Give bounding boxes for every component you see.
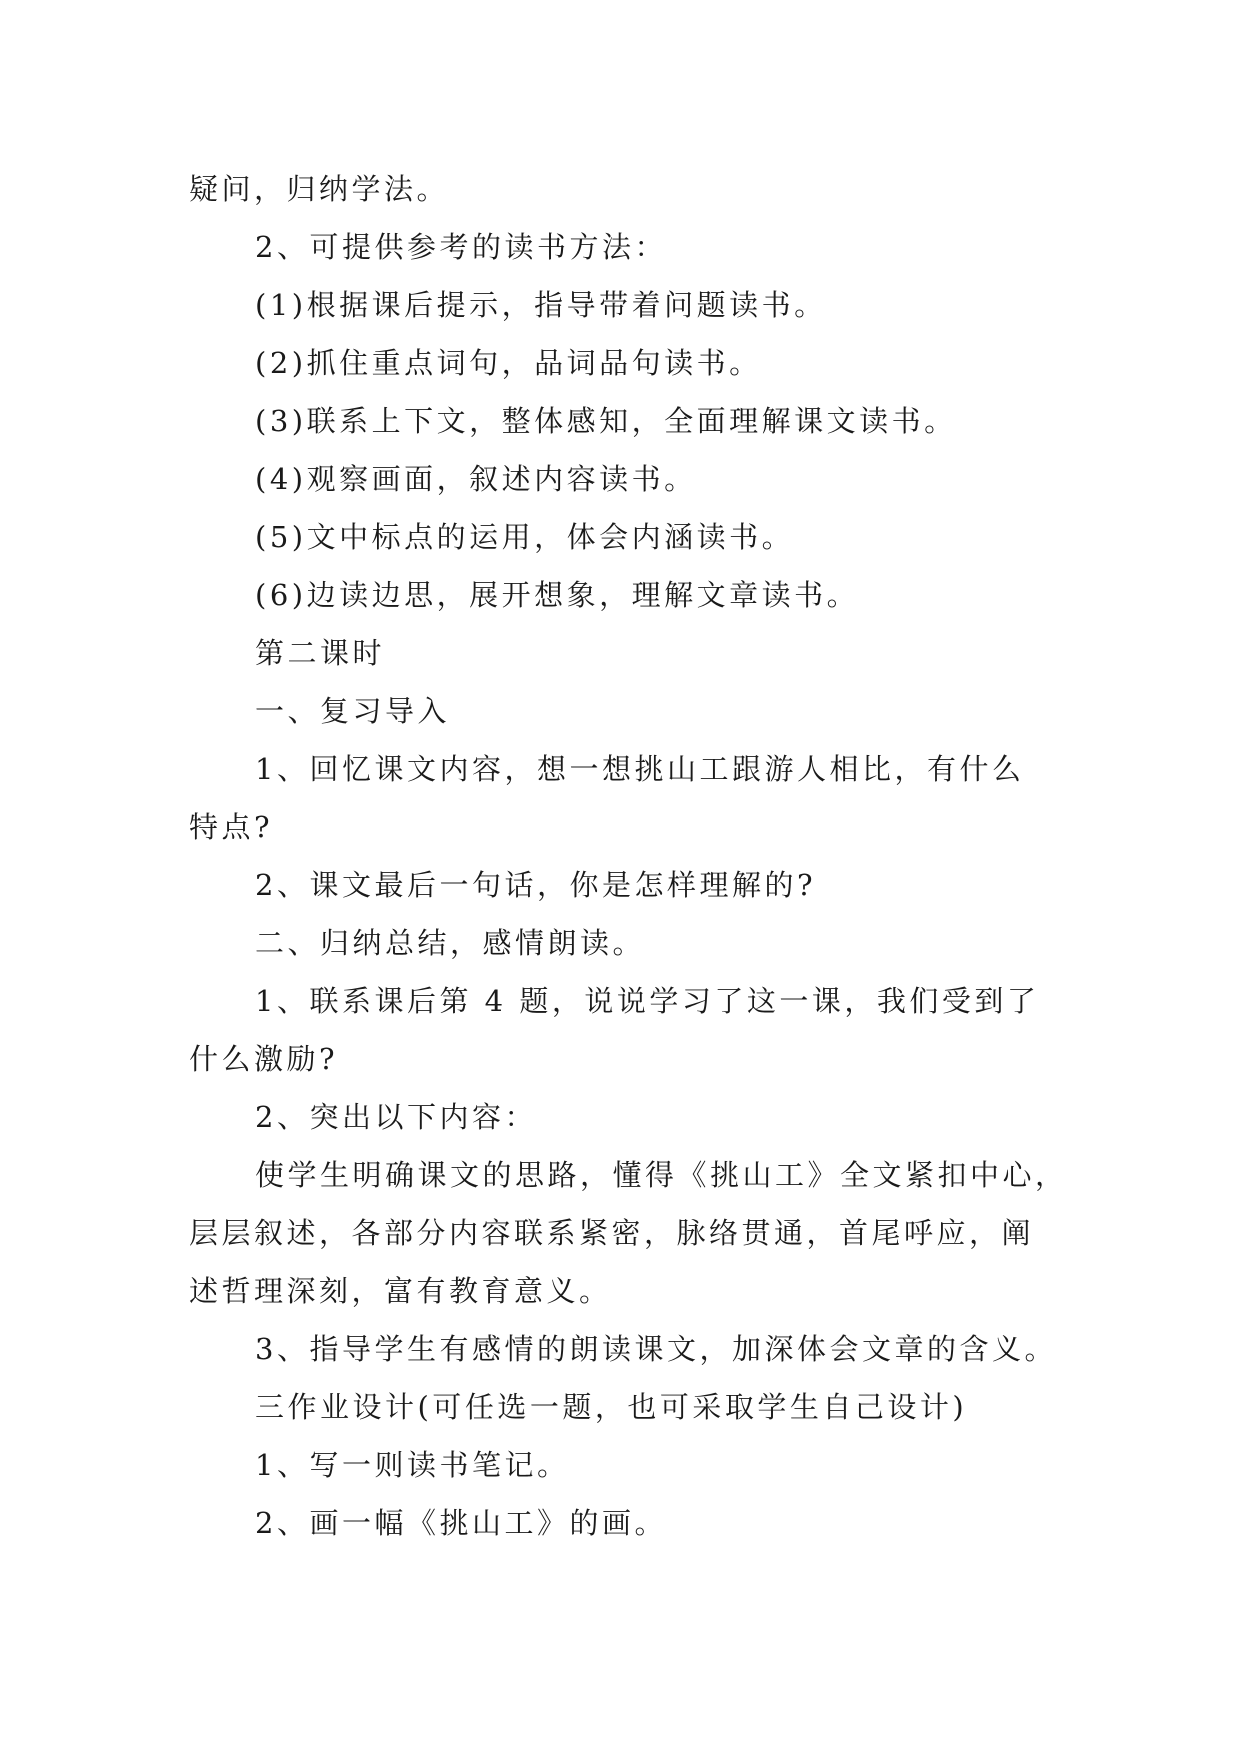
text-line: 什么激励? [189,1042,339,1076]
text-line: 2、可提供参考的读书方法： [255,230,667,264]
text-line: 2、课文最后一句话，你是怎样理解的? [255,868,816,902]
list-item: (4)观察画面，叙述内容读书。 [255,462,697,496]
list-item: (3)联系上下文，整体感知，全面理解课文读书。 [255,404,957,438]
text-line: 2、突出以下内容： [255,1100,537,1134]
list-item: (2)抓住重点词句，品词品句读书。 [255,346,762,380]
text-line: 层层叙述，各部分内容联系紧密，脉络贯通，首尾呼应，阐 [189,1216,1035,1250]
text-line: 1、回忆课文内容，想一想挑山工跟游人相比，有什么 [255,752,1025,786]
section-heading: 一、复习导入 [255,694,451,728]
text-line: 3、指导学生有感情的朗读课文，加深体会文章的含义。 [255,1332,1057,1366]
section-heading: 三作业设计(可任选一题，也可采取学生自己设计) [255,1390,968,1424]
text-line: 特点? [189,810,274,844]
text-line: 述哲理深刻，富有教育意义。 [189,1274,612,1308]
list-item: (1)根据课后提示，指导带着问题读书。 [255,288,827,322]
text-line: 疑问，归纳学法。 [189,172,450,206]
document-body [189,160,1069,1552]
list-item: (5)文中标点的运用，体会内涵读书。 [255,520,795,554]
text-line: 使学生明确课文的思路，懂得《挑山工》全文紧扣中心， [255,1158,1068,1192]
list-item: (6)边读边思，展开想象，理解文章读书。 [255,578,860,612]
section-heading: 第二课时 [255,636,386,670]
list-item: 2、画一幅《挑山工》的画。 [255,1506,667,1540]
section-heading: 二、归纳总结，感情朗读。 [255,926,646,960]
text-line: 1、联系课后第 4 题，说说学习了这一课，我们受到了 [255,984,1040,1018]
list-item: 1、写一则读书笔记。 [255,1448,570,1482]
